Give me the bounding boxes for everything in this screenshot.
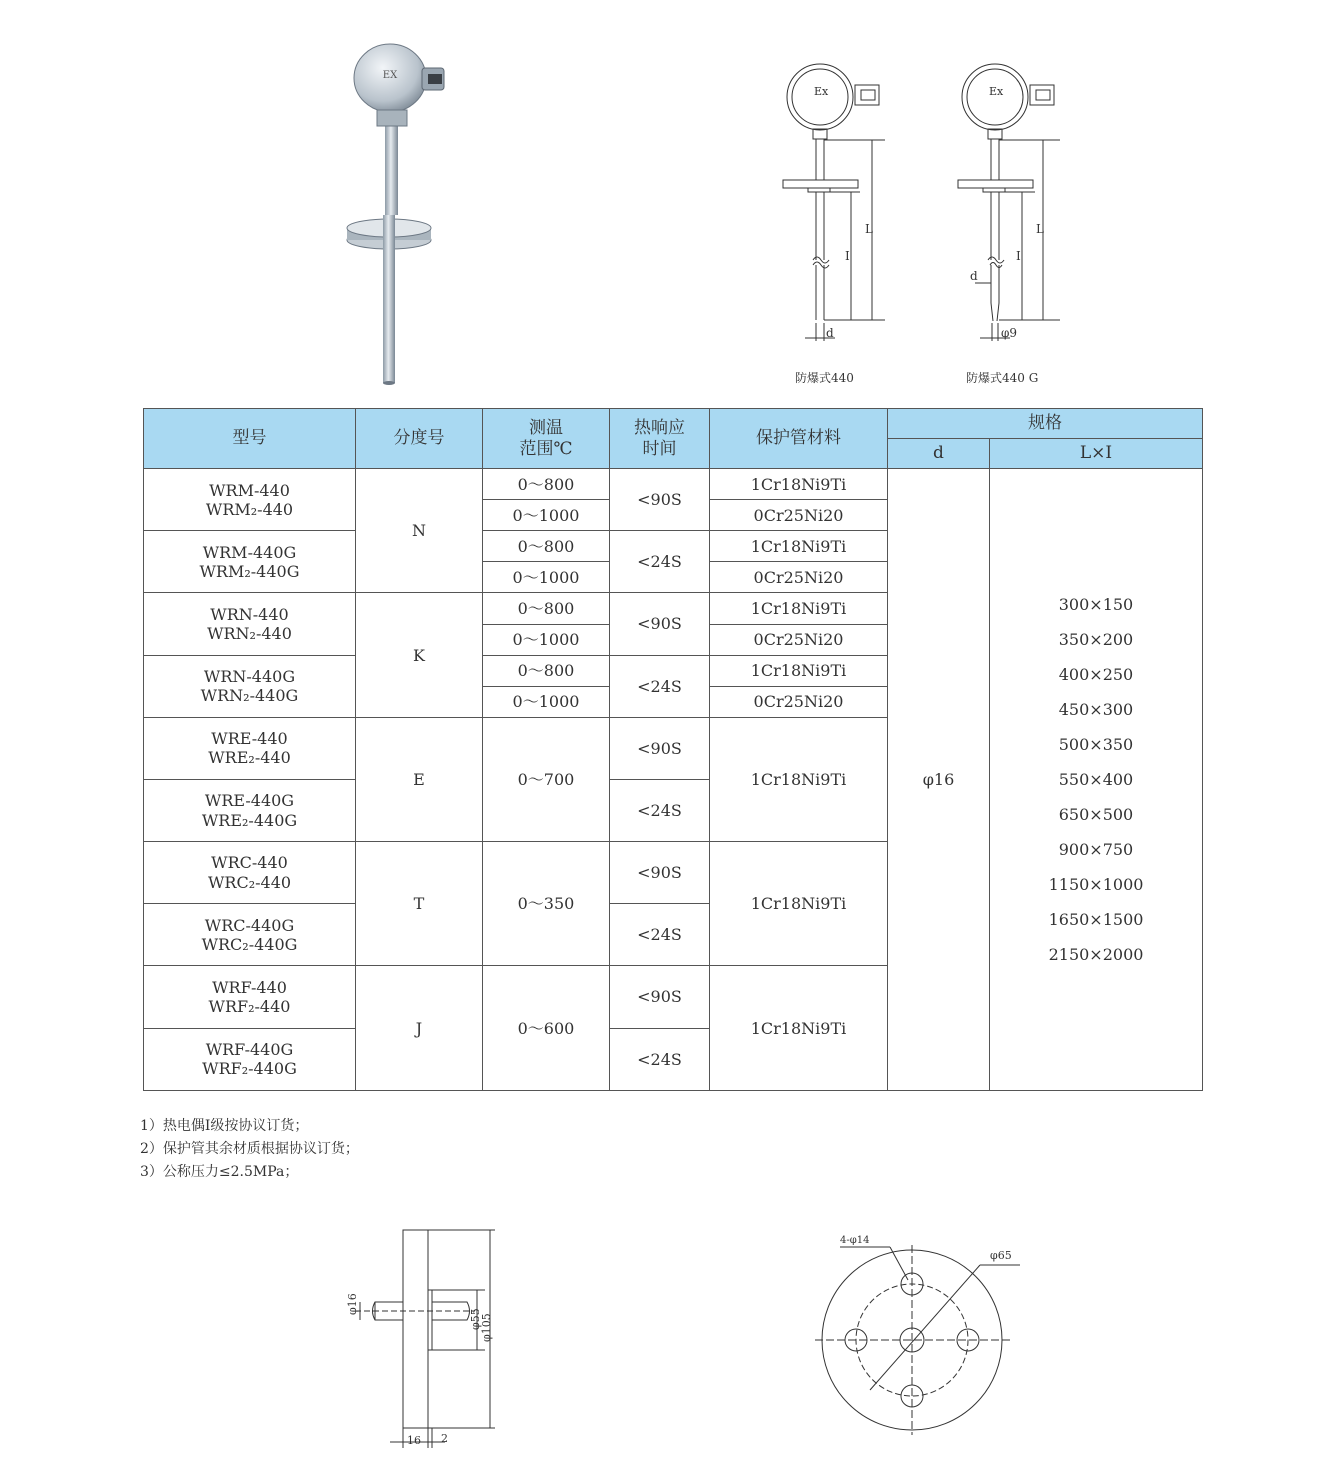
graduation-cell: E (356, 717, 483, 841)
drawing-440g (950, 55, 1070, 355)
material-cell: 0Cr25Ni20 (710, 500, 888, 531)
response-cell: <24S (610, 1028, 710, 1090)
graduation-cell: T (356, 842, 483, 966)
graduation-cell: J (356, 966, 483, 1091)
size-item: 1150×1000 (1048, 875, 1144, 895)
model-cell (144, 531, 356, 593)
caption-440: 防爆式440 (795, 371, 854, 385)
material-cell: 1Cr18Ni9Ti (710, 469, 888, 500)
model-cell (144, 1028, 356, 1090)
header-spec-d: d (888, 439, 990, 469)
range-cell: 0～1000 (483, 624, 610, 655)
range-cell: 0～1000 (483, 500, 610, 531)
model-cell (144, 593, 356, 655)
caption-440g: 防爆式440 G (966, 371, 1039, 385)
header-graduation: 分度号 (356, 409, 483, 469)
dim-phi65: φ65 (990, 1249, 1012, 1262)
header-range-line2: 范围℃ (519, 438, 573, 459)
notes (140, 1115, 359, 1184)
size-item: 350×200 (1058, 630, 1134, 650)
response-cell: <90S (610, 593, 710, 655)
header-material: 保护管材料 (710, 409, 888, 469)
header-response (610, 409, 710, 469)
response-cell: <24S (610, 531, 710, 593)
dim-phi105: φ105 (480, 1313, 493, 1342)
size-item: 1650×1500 (1048, 910, 1144, 930)
model-cell (144, 966, 356, 1028)
response-cell: <90S (610, 842, 710, 904)
note-item: 2）保护管其余材质根据协议订货； (140, 1141, 359, 1157)
range-cell: 0～1000 (483, 686, 610, 717)
model-cell (144, 904, 356, 966)
dim-d-2: d (970, 269, 978, 283)
ex-mark-1: Ex (814, 85, 829, 98)
model-name-alt: WRM₂-440G (199, 561, 300, 581)
header-range (483, 409, 610, 469)
model-name-alt: WRM₂-440 (205, 499, 294, 519)
model-name-alt: WRE₂-440 (208, 748, 291, 768)
material-cell: 1Cr18Ni9Ti (710, 531, 888, 562)
model-name-alt: WRF₂-440G (202, 1059, 297, 1079)
dim-phi16: φ16 (346, 1293, 359, 1315)
dim-phi55: φ55 (469, 1308, 482, 1330)
dim-L-1: L (865, 222, 873, 236)
ex-mark-2: Ex (989, 85, 1004, 98)
model-cell (144, 842, 356, 904)
range-cell: 0～350 (483, 842, 610, 966)
model-name: WRM-440G (202, 542, 297, 562)
dim-d-1: d (826, 326, 834, 340)
model-name: WRF-440 (212, 977, 287, 997)
response-cell: <24S (610, 904, 710, 966)
range-cell: 0～800 (483, 655, 610, 686)
sizes-cell (990, 469, 1203, 1091)
size-item: 400×250 (1058, 665, 1134, 685)
dim-holes: 4-φ14 (840, 1235, 870, 1246)
response-cell: <90S (610, 469, 710, 531)
material-cell: 1Cr18Ni9Ti (710, 966, 888, 1091)
material-cell: 1Cr18Ni9Ti (710, 717, 888, 841)
response-cell: <24S (610, 655, 710, 717)
product-photo (330, 30, 470, 390)
model-name: WRN-440 (210, 604, 289, 624)
model-name-alt: WRC₂-440 (207, 872, 292, 892)
material-cell: 0Cr25Ni20 (710, 562, 888, 593)
size-item: 900×750 (1058, 840, 1134, 860)
material-cell: 0Cr25Ni20 (710, 624, 888, 655)
dim-I-1: I (845, 249, 850, 263)
flange-front-view (800, 1225, 1040, 1445)
model-cell (144, 717, 356, 779)
range-cell: 0～700 (483, 717, 610, 841)
header-spec-li: L×I (990, 439, 1203, 469)
material-cell: 1Cr18Ni9Ti (710, 655, 888, 686)
model-name-alt: WRE₂-440G (201, 810, 298, 830)
model-name-alt: WRN₂-440 (207, 624, 292, 644)
material-cell: 1Cr18Ni9Ti (710, 593, 888, 624)
model-name: WRC-440G (204, 915, 295, 935)
dim-phi9: φ9 (1001, 326, 1018, 340)
model-name: WRE-440 (211, 729, 288, 749)
response-cell: <24S (610, 779, 710, 841)
model-name-alt: WRN₂-440G (200, 686, 299, 706)
size-item: 450×300 (1058, 700, 1134, 720)
header-spec: 规格 (888, 409, 1203, 439)
range-cell: 0～600 (483, 966, 610, 1091)
size-item: 2150×2000 (1048, 945, 1144, 965)
dim-I-2: I (1016, 249, 1021, 263)
header-response-line2: 时间 (642, 438, 677, 459)
range-cell: 0～800 (483, 531, 610, 562)
sizes-list (990, 587, 1202, 972)
size-item: 300×150 (1058, 595, 1134, 615)
graduation-cell: K (356, 593, 483, 717)
graduation-cell: N (356, 469, 483, 593)
range-cell: 0～800 (483, 593, 610, 624)
spec-table (143, 408, 1203, 1091)
material-cell: 0Cr25Ni20 (710, 686, 888, 717)
model-name-alt: WRF₂-440 (208, 996, 291, 1016)
model-name: WRN-440G (203, 667, 296, 687)
response-cell: <90S (610, 717, 710, 779)
svg-text:EX: EX (382, 70, 398, 81)
model-name: WRF-440G (205, 1040, 294, 1060)
note-item: 3）公称压力≤2.5MPa； (140, 1164, 299, 1180)
note-item: 1）热电偶I级按协议订货； (140, 1118, 309, 1134)
diameter-cell: φ16 (888, 469, 990, 1091)
drawing-440 (775, 55, 895, 355)
range-cell: 0～1000 (483, 562, 610, 593)
header-model: 型号 (144, 409, 356, 469)
size-item: 500×350 (1058, 735, 1134, 755)
model-name: WRC-440 (211, 853, 288, 873)
header-range-line1: 测温 (529, 418, 563, 439)
model-cell (144, 469, 356, 531)
model-cell (144, 655, 356, 717)
material-cell: 1Cr18Ni9Ti (710, 842, 888, 966)
size-item: 550×400 (1058, 770, 1134, 790)
model-name: WRE-440G (204, 791, 295, 811)
header-response-line1: 热响应 (634, 418, 685, 439)
size-item: 650×500 (1058, 805, 1134, 825)
model-name: WRM-440 (209, 480, 290, 500)
dim-2: 2 (441, 1432, 448, 1445)
dim-16: 16 (407, 1434, 421, 1447)
dim-L-2: L (1036, 222, 1044, 236)
flange-side-view (335, 1220, 525, 1455)
range-cell: 0～800 (483, 469, 610, 500)
model-name-alt: WRC₂-440G (201, 934, 298, 954)
response-cell: <90S (610, 966, 710, 1028)
model-cell (144, 779, 356, 841)
